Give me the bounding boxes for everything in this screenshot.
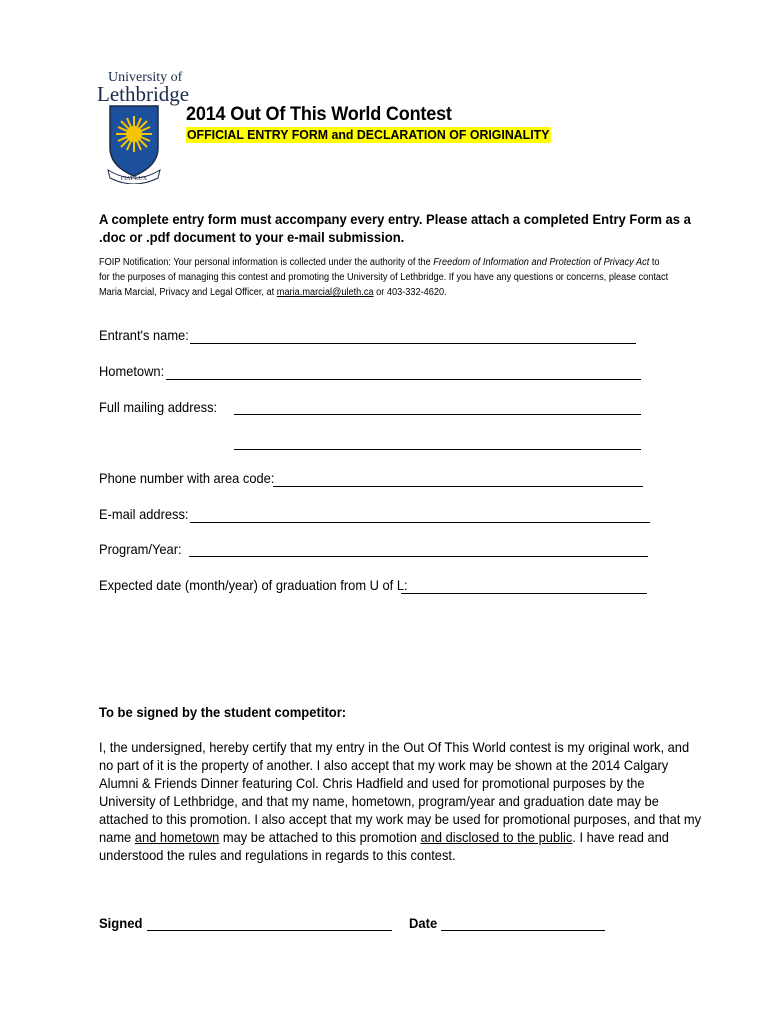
foip-text: for the purposes of managing this contest and promoting the University of Lethbridge. If you have any questions or concerns, please contact: [99, 272, 669, 283]
declaration-line: [99, 828, 701, 846]
signed-label: Signed: [99, 915, 143, 931]
declaration-line: Alumni & Friends Dinner featuring Col. Chris Hadfield and used for promotional purposes by the: [99, 775, 645, 791]
signature-field[interactable]: [147, 930, 392, 931]
hometown-field[interactable]: [166, 379, 641, 380]
declaration-fragment: and hometown: [134, 829, 220, 845]
declaration-text: [99, 738, 701, 864]
sign-heading: To be signed by the student competitor:: [99, 704, 347, 720]
program-year-field[interactable]: [189, 556, 648, 557]
declaration-fragment: name: [99, 829, 135, 845]
declaration-fragment: may be attached to this promotion: [219, 829, 421, 845]
privacy-email-link[interactable]: maria.marcial@uleth.ca: [276, 287, 374, 298]
logo-university-of: University of: [108, 70, 183, 85]
declaration-line: University of Lethbridge, and that my name, hometown, program/year and graduation date may be: [99, 793, 659, 809]
declaration-line: attached to this promotion. I also accept that my work may be used for promotional purposes, and that my: [99, 811, 702, 827]
logo-lethbridge: Lethbridge: [97, 82, 190, 106]
foip-text: Maria Marcial, Privacy and Legal Officer, at: [99, 287, 277, 298]
entrant-name-label: Entrant's name:: [99, 327, 189, 343]
mailing-address-field-2[interactable]: [234, 449, 641, 450]
foip-text: FOIP Notification: Your personal information is collected under the authority of the: [99, 257, 434, 268]
intro-line-2: .doc or .pdf document to your e-mail submission.: [99, 229, 405, 245]
foip-text: to: [649, 257, 660, 268]
mailing-address-field-1[interactable]: [234, 414, 641, 415]
intro-line-1: A complete entry form must accompany every entry. Please attach a completed Entry Form as a: [99, 211, 691, 227]
entrant-name-field[interactable]: [190, 343, 636, 344]
intro-text: [99, 210, 691, 246]
email-label: E-mail address:: [99, 506, 189, 522]
graduation-date-label: Expected date (month/year) of graduation from U of L:: [99, 577, 408, 593]
hometown-label: Hometown:: [99, 363, 165, 379]
declaration-fragment: . I have read and: [572, 829, 669, 845]
university-shield-icon: [106, 104, 162, 184]
graduation-date-field[interactable]: [401, 593, 647, 594]
logo-motto: FIAT LUX: [120, 176, 148, 182]
foip-text: or 403-332-4620.: [373, 287, 447, 298]
date-label: Date: [409, 915, 438, 931]
foip-notice: [99, 255, 668, 300]
page-subtitle: OFFICIAL ENTRY FORM and DECLARATION OF ORIGINALITY: [186, 127, 550, 142]
email-field[interactable]: [190, 522, 650, 523]
program-year-label: Program/Year:: [99, 541, 182, 557]
date-field[interactable]: [441, 930, 605, 931]
page-title: 2014 Out Of This World Contest: [186, 104, 452, 125]
foip-act-name: Freedom of Information and Protection of Privacy Act: [433, 257, 650, 268]
mailing-address-label: Full mailing address:: [99, 399, 218, 415]
declaration-fragment: and disclosed to the public: [420, 829, 573, 845]
phone-label: Phone number with area code:: [99, 470, 275, 486]
phone-field[interactable]: [273, 486, 643, 487]
declaration-line: no part of it is the property of another. I also accept that my work may be shown at the 2014 Calgary: [99, 757, 669, 773]
declaration-line: I, the undersigned, hereby certify that my entry in the Out Of This World contest is my original work, and: [99, 739, 690, 755]
declaration-line: understood the rules and regulations in regards to this contest.: [99, 847, 456, 863]
